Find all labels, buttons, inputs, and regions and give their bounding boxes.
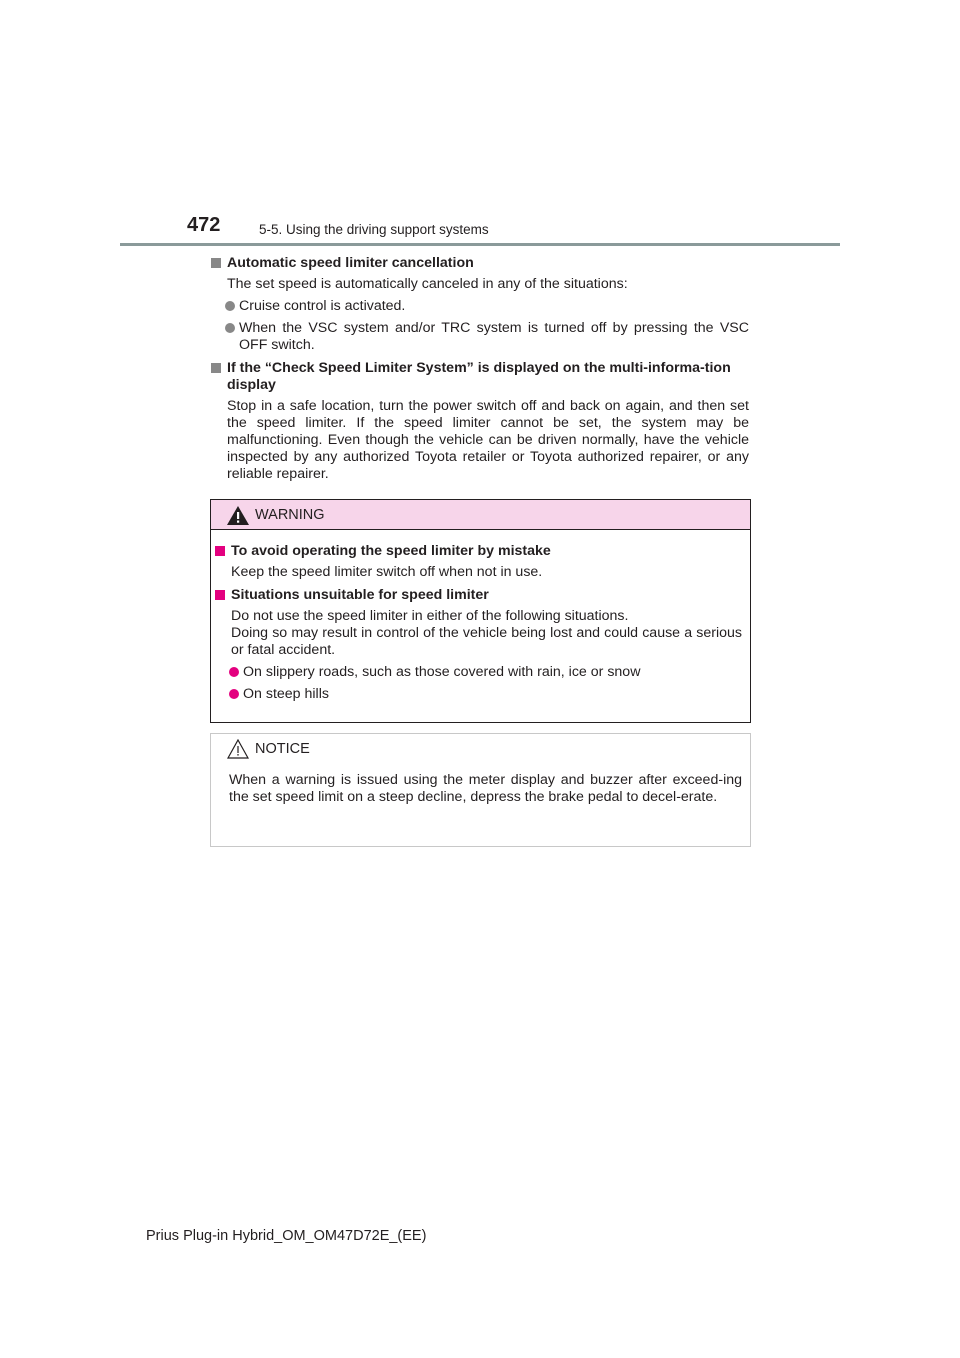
warning-triangle-icon <box>227 506 249 525</box>
footer-doc-id: Prius Plug-in Hybrid_OM_OM47D72E_(EE) <box>146 1228 427 1244</box>
bullet-item: On steep hills <box>215 686 742 703</box>
square-bullet-icon <box>215 590 225 600</box>
section-title: 5-5. Using the driving support systems <box>259 222 489 237</box>
notice-box <box>210 733 751 847</box>
paragraph: Doing so may result in control of the vehicle being lost and could cause a serious or fatal accident. <box>231 625 742 658</box>
header-divider <box>120 243 840 246</box>
paragraph: The set speed is automatically canceled in any of the situations: <box>227 276 628 292</box>
notice-header <box>211 734 750 764</box>
round-bullet-icon <box>225 301 235 311</box>
warning-heading: Situations unsuitable for speed limiter <box>215 587 742 604</box>
bullet-item: When the VSC system and/or TRC system is turned off by pressing the VSC OFF switch. <box>211 320 749 354</box>
heading-check-system: If the “Check Speed Limiter System” is displayed on the multi-informa-tion display <box>211 360 749 394</box>
main-content <box>211 255 749 483</box>
round-bullet-icon <box>225 323 235 333</box>
paragraph: Keep the speed limiter switch off when not in use. <box>231 564 543 580</box>
warning-header <box>211 500 750 530</box>
page-number: 472 <box>187 214 221 236</box>
notice-label: NOTICE <box>255 741 310 757</box>
square-bullet-icon <box>215 546 225 556</box>
square-bullet-icon <box>211 363 221 373</box>
warning-label: WARNING <box>255 507 325 523</box>
heading-cancellation: Automatic speed limiter cancellation <box>211 255 749 272</box>
bullet-item: On slippery roads, such as those covered with rain, ice or snow <box>215 664 742 681</box>
paragraph: Stop in a safe location, turn the power switch off and back on again, and then set the speed limiter. If the speed limiter cannot be set, the system may be malfunctioning. Even though the vehicle can be driven normally, have the vehicle inspected by any authorized Toyota retailer or Toyota authorized repairer, or any reliable repairer. <box>227 398 749 482</box>
paragraph: Do not use the speed limiter in either of the following situations. <box>231 608 629 624</box>
bullet-item: Cruise control is activated. <box>211 298 749 315</box>
warning-box <box>210 499 751 723</box>
round-bullet-icon <box>229 667 239 677</box>
notice-text: When a warning is issued using the meter display and buzzer after exceed-ing the set speed limit on a steep decline, depress the brake pedal to decel-erate. <box>229 772 742 805</box>
round-bullet-icon <box>229 689 239 699</box>
square-bullet-icon <box>211 258 221 268</box>
warning-heading: To avoid operating the speed limiter by mistake <box>215 543 742 560</box>
caution-triangle-icon <box>227 739 249 759</box>
